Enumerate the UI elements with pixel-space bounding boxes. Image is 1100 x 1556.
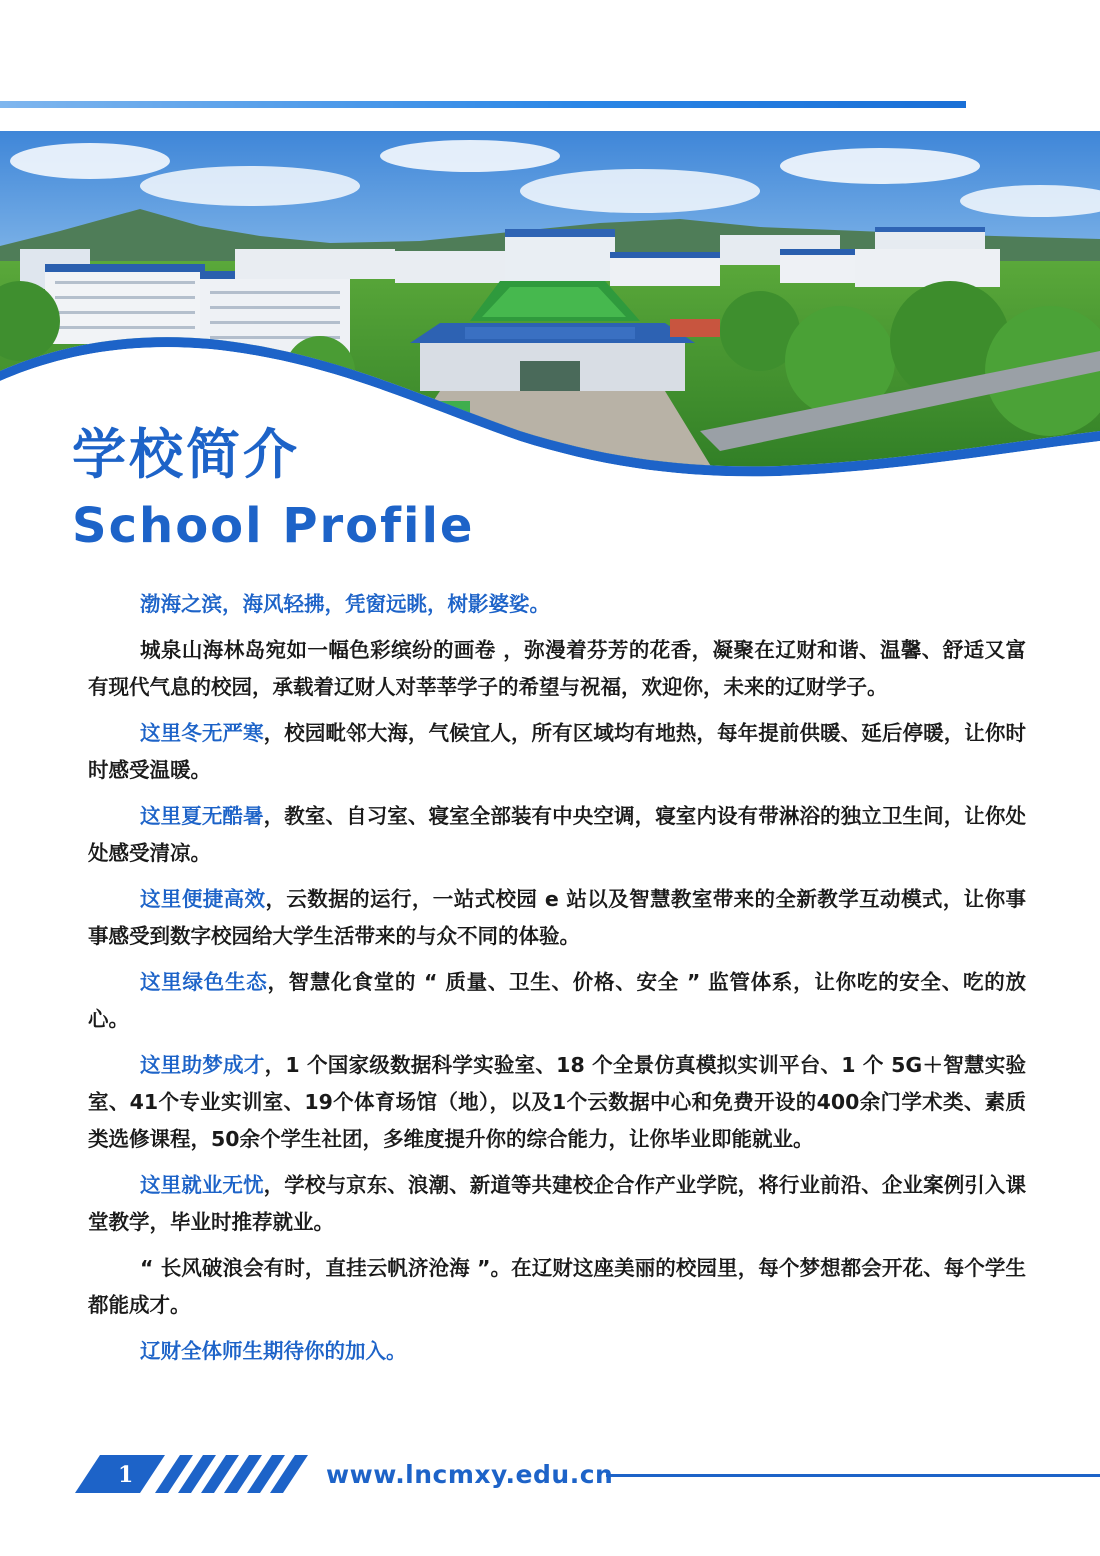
profile-content	[88, 586, 1026, 1379]
paragraph-efficient	[88, 881, 1026, 955]
paragraph-scenery	[88, 632, 1026, 706]
paragraph-text: ，1 个国家级数据科学实验室、18 个全景仿真模拟实训平台、1 个 5G＋智慧实验室、41个专业实训室、19个体育场馆（地），以及1个云数据中心和免费开设的400余门学术类、素质类选修课程，50余个学生社团，多维度提升你的综合能力，让你毕业即能就业。	[88, 1053, 1027, 1151]
paragraph-closing	[88, 1333, 1026, 1370]
paragraph-text: “ 长风破浪会有时，直挂云帆济沧海 ”。在辽财这座美丽的校园里，每个梦想都会开花、每个学生都能成才。	[88, 1256, 1026, 1317]
paragraph-quote	[88, 1250, 1026, 1324]
paragraph-highlight: 渤海之滨，海风轻拂，凭窗远眺，树影婆娑。	[140, 592, 550, 616]
paragraph-highlight: 这里便捷高效	[140, 887, 266, 911]
paragraph-text: 城泉山海林岛宛如一幅色彩缤纷的画卷 ，弥漫着芬芳的花香，凝聚在辽财和谐、温馨、舒适又富有现代气息的校园，承载着辽财人对莘莘学子的希望与祝福，欢迎你，未来的辽财学子。	[88, 638, 1026, 699]
page-title-cn: 学校简介	[72, 423, 300, 486]
paragraph-highlight: 这里夏无酷暑	[140, 804, 264, 828]
paragraph-text: ，学校与京东、浪潮、新道等共建校企合作产业学院，将行业前沿、企业案例引入课堂教学，毕业时推荐就业。	[88, 1173, 1027, 1234]
paragraph-highlight: 这里冬无严寒	[140, 721, 264, 745]
paragraph-employment	[88, 1167, 1026, 1241]
paragraph-text: ，智慧化食堂的 “ 质量、卫生、价格、安全 ” 监管体系，让你吃的安全、吃的放心。	[88, 970, 1027, 1031]
paragraph-summer	[88, 798, 1026, 872]
paragraph-highlight: 这里绿色生态	[140, 970, 268, 994]
paragraph-dream	[88, 1047, 1026, 1158]
top-accent-line	[0, 101, 966, 108]
paragraph-green	[88, 964, 1026, 1038]
footer-line	[606, 1474, 1100, 1477]
diagonal-stripes-icon	[155, 1455, 308, 1493]
paragraph-text: ，校园毗邻大海，气候宜人，所有区域均有地热，每年提前供暖、延后停暖，让你时时感受温暖。	[88, 721, 1027, 782]
page-footer	[0, 1455, 1100, 1495]
paragraph-highlight: 这里就业无忧	[140, 1173, 264, 1197]
paragraph-intro	[88, 586, 1026, 623]
paragraph-winter	[88, 715, 1026, 789]
paragraph-highlight: 辽财全体师生期待你的加入。	[140, 1339, 407, 1363]
page-title-en: School Profile	[72, 498, 475, 554]
website-url[interactable]: www.lncmxy.edu.cn	[326, 1460, 614, 1489]
page-number: 1	[118, 1462, 134, 1488]
paragraph-text: ，教室、自习室、寝室全部装有中央空调，寝室内设有带淋浴的独立卫生间，让你处处感受清凉。	[88, 804, 1027, 865]
paragraph-highlight: 这里助梦成才	[140, 1053, 265, 1077]
paragraph-text: ，云数据的运行，一站式校园 e 站以及智慧教室带来的全新教学互动模式，让你事事感受到数字校园给大学生活带来的与众不同的体验。	[88, 887, 1026, 948]
